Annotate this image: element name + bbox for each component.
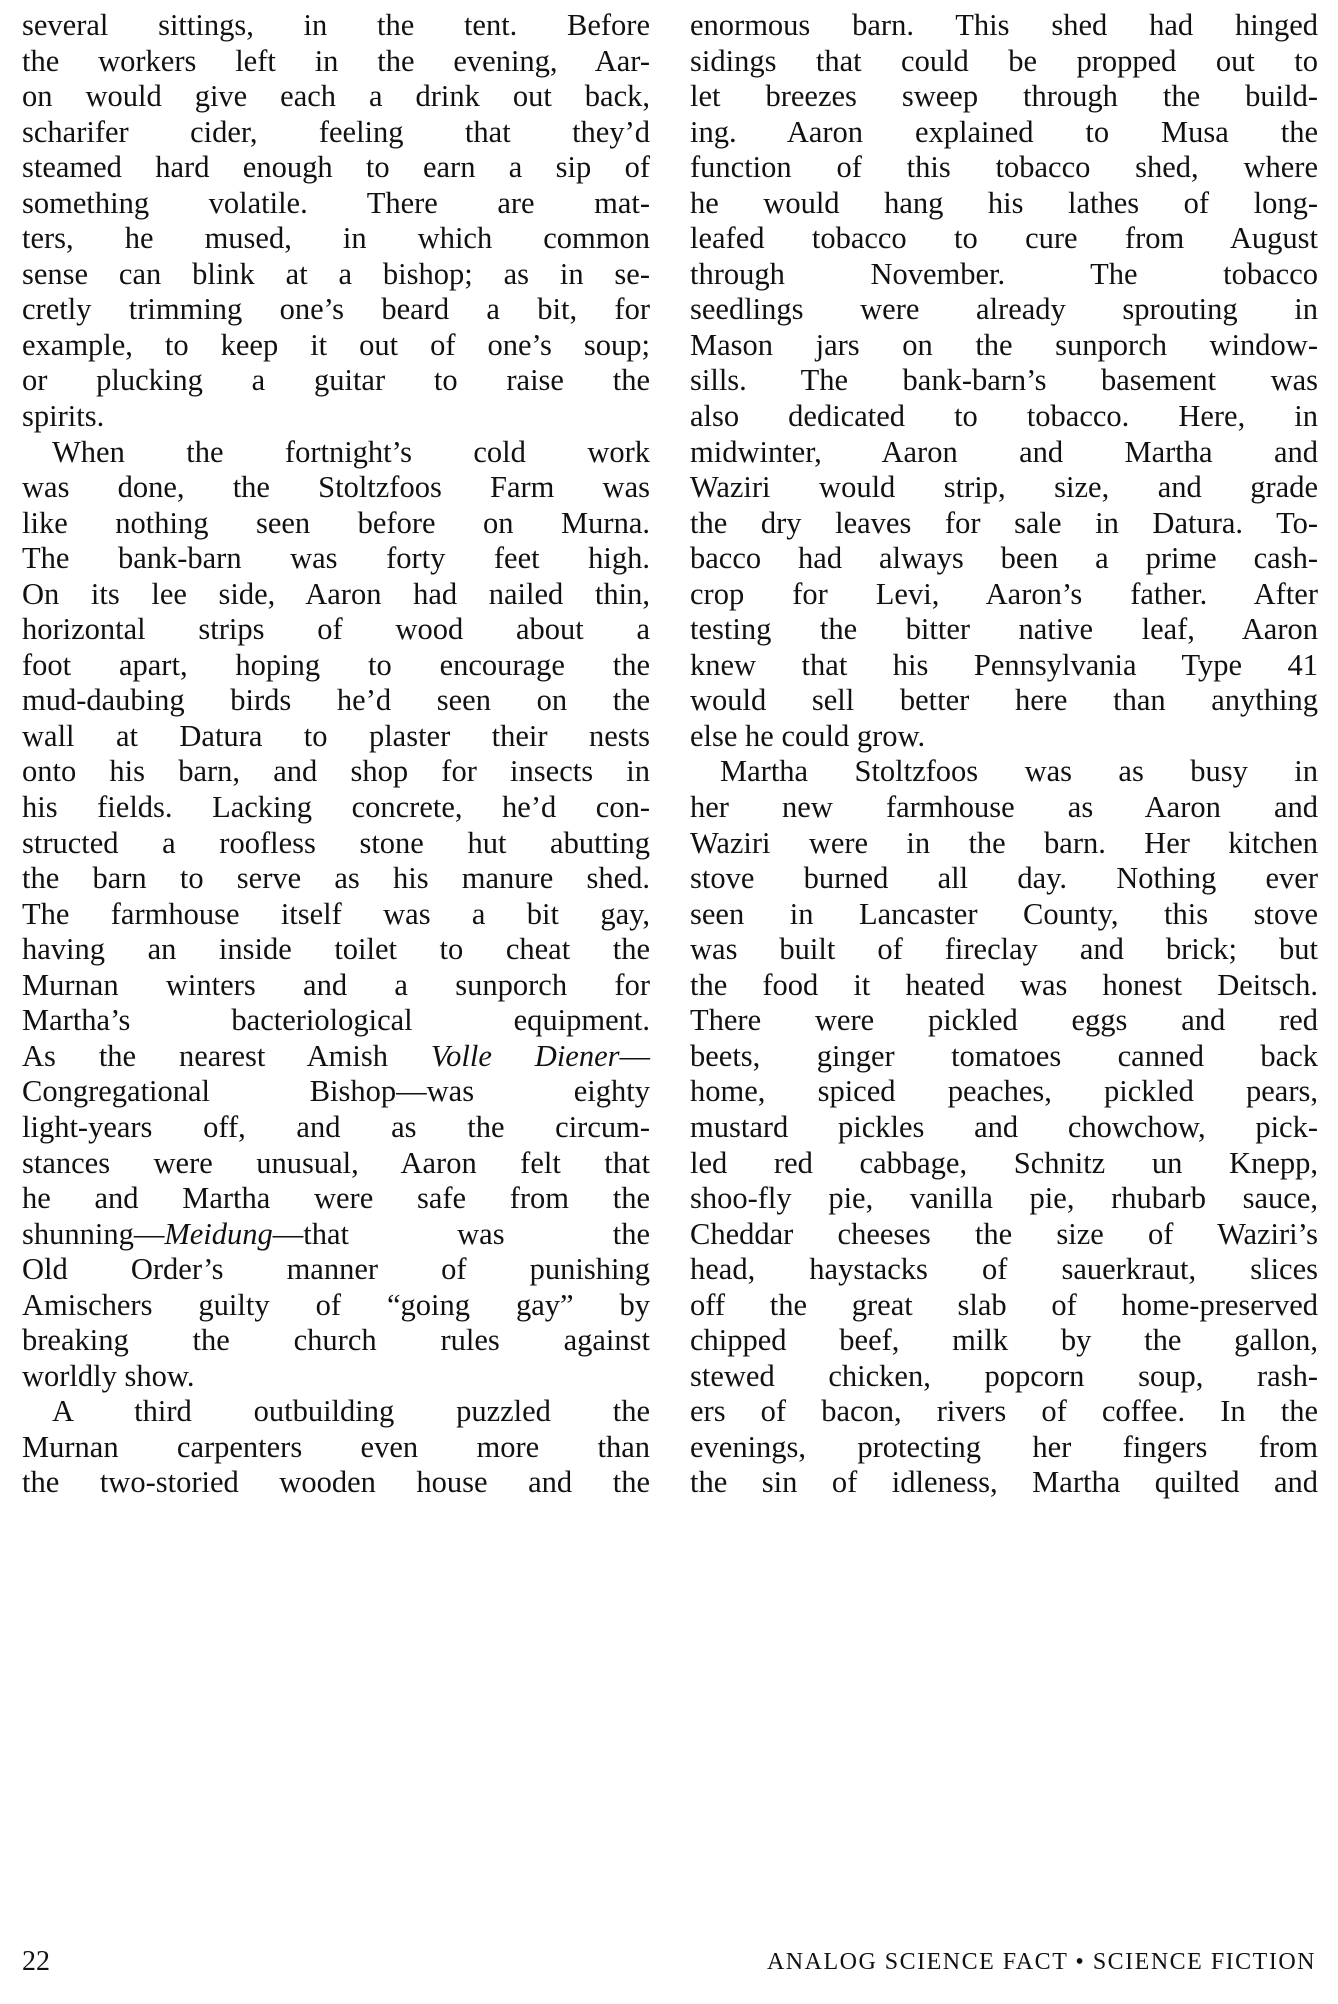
running-head: ANALOG SCIENCE FACT • SCIENCE FICTION: [766, 1949, 1316, 1975]
text-line: light-years off, and as the circum-: [22, 1109, 650, 1144]
text-line: testing the bitter native leaf, Aaron: [690, 612, 1318, 647]
text-line: sills. The bank-barn’s basement was: [690, 363, 1318, 398]
text-line: he and Martha were safe from the: [22, 1181, 650, 1216]
text-line: Old Order’s manner of punishing: [22, 1252, 650, 1287]
text-line: crop for Levi, Aaron’s father. After: [690, 576, 1318, 611]
text-line: the food it heated was honest Deitsch.: [690, 967, 1318, 1002]
text-line: would sell better here than anything: [690, 683, 1318, 718]
text-line: bacco had always been a prime cash-: [690, 541, 1318, 576]
text-line: the dry leaves for sale in Datura. To-: [690, 505, 1318, 540]
text-line: Murnan carpenters even more than: [22, 1429, 650, 1464]
text-line: mustard pickles and chowchow, pick-: [690, 1109, 1318, 1144]
text-line: steamed hard enough to earn a sip of: [22, 150, 650, 185]
text-line: horizontal strips of wood about a: [22, 612, 650, 647]
text-line: through November. The tobacco: [690, 256, 1318, 291]
text-line: Amischers guilty of “going gay” by: [22, 1287, 650, 1322]
italic-term: Meidung: [164, 1216, 273, 1251]
text-run: shunning—: [22, 1216, 165, 1251]
text-line: he would hang his lathes of long-: [690, 185, 1318, 220]
text-line: home, spiced peaches, pickled pears,: [690, 1074, 1318, 1109]
text-line: shoo-fly pie, vanilla pie, rhubarb sauce,: [690, 1181, 1318, 1216]
text-line: [22, 1039, 650, 1075]
right-column: [690, 8, 1318, 1501]
text-line: The bank-barn was forty feet high.: [22, 541, 650, 576]
text-line: The farmhouse itself was a bit gay,: [22, 896, 650, 931]
text-line: the workers left in the evening, Aar-: [22, 43, 650, 78]
text-line: ters, he mused, in which common: [22, 221, 650, 256]
text-line: Waziri were in the barn. Her kitchen: [690, 825, 1318, 860]
text-line: stances were unusual, Aaron felt that: [22, 1145, 650, 1180]
text-line: else he could grow.: [690, 718, 926, 753]
text-run: As the nearest Amish: [22, 1038, 431, 1073]
text-line: the barn to serve as his manure shed.: [22, 861, 650, 896]
text-line: stove burned all day. Nothing ever: [690, 861, 1318, 896]
text-line: knew that his Pennsylvania Type 41: [690, 647, 1318, 682]
text-line: [22, 1217, 650, 1253]
text-line: midwinter, Aaron and Martha and: [690, 434, 1318, 469]
text-line: ers of bacon, rivers of coffee. In the: [690, 1394, 1318, 1429]
text-line: seedlings were already sprouting in: [690, 292, 1318, 327]
text-line: several sittings, in the tent. Before: [22, 8, 650, 42]
text-line: function of this tobacco shed, where: [690, 150, 1318, 185]
text-line: cretly trimming one’s beard a bit, for: [22, 292, 650, 327]
text-line: On its lee side, Aaron had nailed thin,: [22, 576, 650, 611]
text-line: enormous barn. This shed had hinged: [690, 8, 1318, 42]
text-line: Waziri would strip, size, and grade: [690, 470, 1318, 505]
text-run: —that was the: [272, 1216, 650, 1251]
text-line: ing. Aaron explained to Musa the: [690, 114, 1318, 149]
text-line: her new farmhouse as Aaron and: [690, 790, 1318, 825]
text-line: wall at Datura to plaster their nests: [22, 718, 650, 753]
text-line: seen in Lancaster County, this stove: [690, 896, 1318, 931]
text-line: the sin of idleness, Martha quilted and: [690, 1465, 1318, 1500]
text-line: having an inside toilet to cheat the: [22, 932, 650, 967]
text-line: head, haystacks of sauerkraut, slices: [690, 1252, 1318, 1287]
text-line: evenings, protecting her fingers from: [690, 1429, 1318, 1464]
text-line: structed a roofless stone hut abutting: [22, 825, 650, 860]
text-line: Martha’s bacteriological equipment.: [22, 1003, 650, 1038]
text-line: Murnan winters and a sunporch for: [22, 967, 650, 1002]
text-line: When the fortnight’s cold work: [52, 434, 650, 469]
left-column: [22, 8, 650, 1501]
text-line: A third outbuilding puzzled the: [52, 1394, 650, 1429]
text-line: something volatile. There are mat-: [22, 185, 650, 220]
text-line: the two-storied wooden house and the: [22, 1465, 650, 1500]
text-line: sense can blink at a bishop; as in se-: [22, 256, 650, 291]
italic-term: Volle Diener: [430, 1038, 620, 1073]
text-line: was built of fireclay and brick; but: [690, 932, 1318, 967]
text-line: sidings that could be propped out to: [690, 43, 1318, 78]
text-line: his fields. Lacking concrete, he’d con-: [22, 790, 650, 825]
text-line: beets, ginger tomatoes canned back: [690, 1038, 1318, 1073]
text-line: onto his barn, and shop for insects in: [22, 754, 650, 789]
text-line: example, to keep it out of one’s soup;: [22, 327, 650, 362]
text-line: spirits.: [22, 399, 105, 434]
text-line: led red cabbage, Schnitz un Knepp,: [690, 1145, 1318, 1180]
text-line: Mason jars on the sunporch window-: [690, 327, 1318, 362]
text-line: stewed chicken, popcorn soup, rash-: [690, 1358, 1318, 1393]
text-line: foot apart, hoping to encourage the: [22, 647, 650, 682]
text-line: Cheddar cheeses the size of Waziri’s: [690, 1216, 1318, 1251]
text-line: let breezes sweep through the build-: [690, 79, 1318, 114]
text-line: like nothing seen before on Murna.: [22, 505, 650, 540]
text-line: was done, the Stoltzfoos Farm was: [22, 470, 650, 505]
text-line: Congregational Bishop—was eighty: [22, 1074, 650, 1109]
text-line: also dedicated to tobacco. Here, in: [690, 399, 1318, 434]
text-run: —: [619, 1038, 650, 1073]
page-footer: [22, 1942, 1316, 1982]
text-line: Martha Stoltzfoos was as busy in: [720, 754, 1318, 789]
text-line: or plucking a guitar to raise the: [22, 363, 650, 398]
text-line: mud-daubing birds he’d seen on the: [22, 683, 650, 718]
text-line: on would give each a drink out back,: [22, 79, 650, 114]
text-line: leafed tobacco to cure from August: [690, 221, 1318, 256]
text-line: scharifer cider, feeling that they’d: [22, 114, 650, 149]
text-line: worldly show.: [22, 1358, 195, 1393]
page-number: 22: [22, 1946, 50, 1977]
text-line: There were pickled eggs and red: [690, 1003, 1318, 1038]
text-line: off the great slab of home-preserved: [690, 1287, 1318, 1322]
text-line: chipped beef, milk by the gallon,: [690, 1323, 1318, 1358]
text-line: breaking the church rules against: [22, 1323, 650, 1358]
